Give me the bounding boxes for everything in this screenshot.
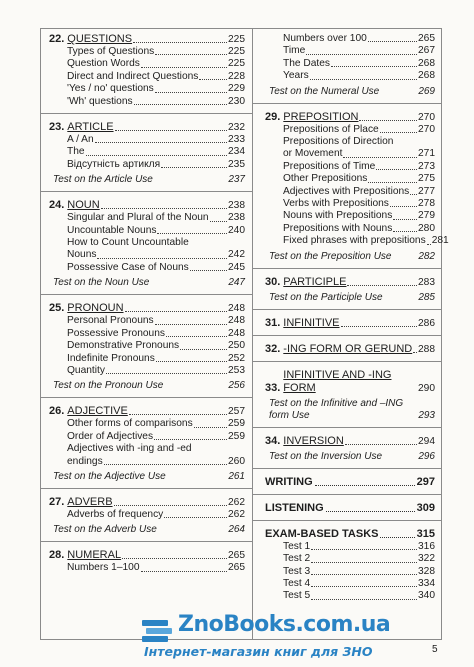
dot-leader bbox=[311, 562, 417, 563]
subtopic-label: Numbers 1–100 bbox=[67, 562, 140, 574]
writing-entry[interactable]: WRITING 297 bbox=[265, 475, 435, 488]
subtopic-label: A / An bbox=[67, 134, 94, 146]
watermark-tagline: Інтернет-магазин книг для ЗНО bbox=[144, 644, 373, 659]
subtopic-item[interactable] bbox=[49, 418, 245, 430]
dot-leader bbox=[210, 221, 227, 222]
page-ref: 277 bbox=[418, 185, 435, 197]
subtopic-item[interactable] bbox=[265, 223, 435, 235]
dot-leader bbox=[427, 244, 431, 245]
subtopic-label: Personal Pronouns bbox=[67, 315, 154, 327]
page-ref: 322 bbox=[418, 553, 435, 565]
subtopic-list bbox=[49, 46, 245, 108]
divider bbox=[252, 494, 441, 495]
page-ref: 316 bbox=[418, 540, 435, 552]
subtopic-item[interactable] bbox=[265, 553, 435, 565]
section-gerund bbox=[265, 343, 435, 356]
section-heading[interactable]: 33. INFINITIVE AND -ING FORM 290 bbox=[265, 368, 435, 394]
dot-leader bbox=[376, 169, 417, 170]
dot-leader bbox=[95, 142, 227, 143]
subtopic-label: Test 3 bbox=[283, 565, 311, 577]
subtopic-item[interactable] bbox=[49, 365, 245, 377]
subtopic-item[interactable]: Adjectives with -ing and -ed endings 260 bbox=[67, 443, 245, 467]
page-ref: 265 bbox=[418, 33, 435, 44]
page-ref: 268 bbox=[418, 57, 435, 69]
subtopic-list bbox=[49, 212, 245, 237]
exam-tasks-entry[interactable]: EXAM-BASED TASKS 315 bbox=[265, 527, 435, 540]
left-column bbox=[49, 33, 245, 575]
subtopic-list bbox=[49, 315, 245, 377]
section-inversion bbox=[265, 435, 435, 463]
page-ref: 228 bbox=[228, 70, 245, 82]
subtopic-label: Question Words bbox=[67, 58, 140, 70]
divider bbox=[41, 191, 253, 192]
section-questions bbox=[49, 33, 245, 108]
page-ref: 273 bbox=[418, 160, 435, 172]
page-ref: 259 bbox=[228, 430, 245, 442]
subtopic-item[interactable] bbox=[265, 33, 435, 45]
test-link[interactable]: Test on the Inversion Use 296 bbox=[269, 450, 435, 462]
section-infinitive-and-ing bbox=[265, 369, 435, 422]
subtopic-label: Direct and Indirect Questions bbox=[67, 70, 199, 82]
subtopic-label: Other Prepositions bbox=[283, 173, 368, 185]
subtopic-item[interactable] bbox=[49, 96, 245, 108]
section-adverb bbox=[49, 496, 245, 536]
test-link[interactable]: Test on the Adverb Use 264 bbox=[53, 524, 245, 536]
page-ref: 267 bbox=[418, 45, 435, 57]
subtopic-item[interactable] bbox=[49, 58, 245, 70]
subtopic-label: Numbers over 100 bbox=[283, 33, 367, 44]
dot-leader bbox=[194, 427, 227, 428]
subtopic-item[interactable] bbox=[49, 83, 245, 95]
dot-leader bbox=[393, 219, 417, 220]
test-link[interactable]: Test on the Noun Use 247 bbox=[53, 277, 245, 289]
divider bbox=[252, 309, 441, 310]
dot-leader bbox=[86, 155, 227, 156]
page-ref: 270 bbox=[418, 123, 435, 135]
dot-leader bbox=[410, 194, 417, 195]
dot-leader bbox=[331, 66, 417, 67]
subtopic-label: Test 4 bbox=[283, 577, 311, 589]
listening-entry[interactable]: LISTENING 309 bbox=[265, 501, 435, 514]
section-infinitive bbox=[265, 317, 435, 330]
subtopic-item[interactable] bbox=[49, 262, 245, 274]
subtopic-label: Prepositions of Place bbox=[283, 123, 379, 135]
exam-test-list bbox=[265, 541, 435, 603]
subtopic-item[interactable] bbox=[265, 173, 435, 185]
page-ref: 259 bbox=[228, 418, 245, 430]
right-column bbox=[265, 33, 449, 603]
section-heading[interactable]: 31. INFINITIVE 286 bbox=[265, 316, 435, 329]
section-noun bbox=[49, 199, 245, 289]
section-heading[interactable]: 34. INVERSION 294 bbox=[265, 434, 435, 447]
page-ref: 252 bbox=[228, 352, 245, 364]
watermark bbox=[140, 612, 462, 664]
section-adjective bbox=[49, 405, 245, 483]
section-article bbox=[49, 121, 245, 186]
subtopic-label: Fixed phrases with prepositions bbox=[283, 235, 426, 247]
subtopic-list bbox=[265, 33, 435, 83]
subtopic-item[interactable] bbox=[265, 124, 435, 136]
page-ref: 340 bbox=[418, 590, 435, 602]
dot-leader bbox=[141, 571, 228, 572]
page-ref: 262 bbox=[228, 508, 245, 520]
subtopic-item[interactable] bbox=[265, 235, 449, 247]
subtopic-label: Demonstrative Pronouns bbox=[67, 340, 180, 352]
subtopic-item[interactable] bbox=[265, 161, 435, 173]
subtopic-item[interactable] bbox=[265, 210, 435, 222]
subtopic-item[interactable] bbox=[265, 566, 435, 578]
subtopic-item[interactable] bbox=[49, 146, 245, 158]
dot-leader bbox=[157, 233, 227, 234]
dot-leader bbox=[141, 67, 227, 68]
subtopic-label: Years bbox=[283, 70, 309, 82]
subtopic-item[interactable] bbox=[49, 212, 245, 224]
dot-leader bbox=[134, 104, 227, 105]
test-link[interactable]: Test on the Article Use 237 bbox=[53, 174, 245, 186]
divider bbox=[252, 361, 441, 362]
page-ref: 245 bbox=[228, 261, 245, 273]
test-link[interactable]: Test on the Numeral Use 269 bbox=[269, 85, 435, 97]
divider bbox=[41, 113, 253, 114]
page-ref: 265 bbox=[228, 562, 245, 574]
dot-leader bbox=[156, 361, 227, 362]
dot-leader bbox=[199, 79, 227, 80]
subtopic-label: Nouns with Prepositions bbox=[283, 210, 393, 222]
books-logo-icon bbox=[140, 616, 174, 646]
subtopic-item[interactable] bbox=[49, 46, 245, 58]
subtopic-list bbox=[265, 160, 449, 248]
subtopic-label: Відсутність артикля bbox=[67, 158, 161, 170]
subtopic-list bbox=[265, 124, 435, 136]
subtopic-label: Possessive Pronouns bbox=[67, 327, 165, 339]
page-ref: 279 bbox=[418, 210, 435, 222]
subtopic-label: Order of Adjectives bbox=[67, 430, 154, 442]
dot-leader bbox=[180, 349, 227, 350]
subtopic-item[interactable] bbox=[49, 353, 245, 365]
subtopic-label: Test 2 bbox=[283, 553, 311, 565]
page-ref: 281 bbox=[431, 235, 449, 247]
section-heading[interactable]: 32. -ING FORM OR GERUND 288 bbox=[265, 342, 435, 355]
subtopic-item[interactable]: Prepositions of Direction or Movement 271 bbox=[283, 136, 435, 160]
subtopic-item[interactable] bbox=[49, 562, 245, 574]
subtopic-label: Prepositions with Nouns bbox=[283, 222, 393, 234]
dot-leader bbox=[311, 586, 417, 587]
divider bbox=[41, 541, 253, 542]
dot-leader bbox=[393, 231, 417, 232]
subtopic-list bbox=[49, 262, 245, 274]
subtopic-list bbox=[49, 134, 245, 171]
page-ref: 235 bbox=[228, 158, 245, 170]
section-heading[interactable]: 27. ADVERB 262 bbox=[49, 495, 245, 508]
dot-leader bbox=[154, 439, 227, 440]
subtopic-label: Verbs with Prepositions bbox=[283, 198, 389, 210]
subtopic-label: Indefinite Pronouns bbox=[67, 352, 155, 364]
subtopic-label: Adjectives with Prepositions bbox=[283, 185, 410, 197]
section-heading[interactable]: 26. ADJECTIVE 257 bbox=[49, 405, 245, 418]
section-heading[interactable]: 22. QUESTIONS 225 bbox=[49, 33, 245, 45]
page-number: 5 bbox=[432, 644, 438, 655]
section-participle bbox=[265, 276, 435, 304]
subtopic-item[interactable] bbox=[265, 58, 435, 70]
dot-leader bbox=[311, 574, 417, 575]
dot-leader bbox=[155, 324, 227, 325]
subtopic-label: Prepositions of Time bbox=[283, 160, 376, 172]
section-heading[interactable]: 25. PRONOUN 248 bbox=[49, 302, 245, 315]
subtopic-item[interactable] bbox=[49, 71, 245, 83]
subtopic-label: Quantity bbox=[67, 364, 105, 376]
page-ref: 229 bbox=[228, 83, 245, 95]
dot-leader bbox=[311, 549, 417, 550]
subtopic-item[interactable] bbox=[49, 509, 245, 521]
divider bbox=[252, 468, 441, 469]
dot-leader bbox=[380, 132, 417, 133]
section-heading[interactable]: 23. ARTICLE 232 bbox=[49, 121, 245, 134]
dot-leader bbox=[310, 79, 417, 80]
divider bbox=[252, 335, 441, 336]
page-ref: 253 bbox=[228, 364, 245, 376]
dot-leader bbox=[166, 336, 227, 337]
divider bbox=[252, 103, 441, 104]
subtopic-list bbox=[49, 509, 245, 521]
subtopic-label: Adverbs of frequency bbox=[67, 508, 164, 520]
dot-leader bbox=[390, 206, 417, 207]
page-ref: 234 bbox=[228, 146, 245, 158]
page-ref: 278 bbox=[418, 198, 435, 210]
subtopic-item[interactable] bbox=[265, 541, 435, 553]
dot-leader bbox=[106, 373, 227, 374]
divider bbox=[41, 397, 253, 398]
subtopic-label: 'Wh' questions bbox=[67, 95, 133, 107]
divider bbox=[252, 520, 441, 521]
section-heading[interactable]: 28. NUMERAL 265 bbox=[49, 549, 245, 562]
subtopic-item[interactable] bbox=[265, 198, 435, 210]
divider bbox=[41, 488, 253, 489]
subtopic-item[interactable] bbox=[265, 590, 435, 602]
subtopic-item[interactable] bbox=[49, 225, 245, 237]
dot-leader bbox=[190, 270, 227, 271]
subtopic-item[interactable] bbox=[265, 578, 435, 590]
subtopic-item[interactable] bbox=[49, 159, 245, 171]
subtopic-label: Test 1 bbox=[283, 540, 311, 552]
dot-leader bbox=[306, 54, 417, 55]
dot-leader bbox=[155, 92, 227, 93]
page-ref: 238 bbox=[228, 212, 245, 224]
page-ref: 248 bbox=[228, 327, 245, 339]
dot-leader bbox=[368, 41, 417, 42]
subtopic-label: Time bbox=[283, 45, 306, 57]
dot-leader bbox=[368, 182, 417, 183]
divider bbox=[252, 268, 441, 269]
page-ref: 268 bbox=[418, 70, 435, 82]
subtopic-item[interactable] bbox=[265, 70, 435, 82]
subtopic-label: Test 5 bbox=[283, 590, 311, 602]
test-link[interactable]: Test on the Pronoun Use 256 bbox=[53, 380, 245, 392]
subtopic-list bbox=[49, 418, 245, 443]
page-ref: 250 bbox=[228, 340, 245, 352]
subtopic-list bbox=[49, 562, 245, 574]
page-ref: 334 bbox=[418, 577, 435, 589]
test-link[interactable]: Test on the Participle Use 285 bbox=[269, 291, 435, 303]
page-ref: 225 bbox=[228, 46, 245, 57]
dot-leader bbox=[164, 517, 227, 518]
subtopic-label: The bbox=[67, 146, 85, 158]
page-ref: 225 bbox=[228, 58, 245, 70]
dot-leader bbox=[311, 599, 417, 600]
page-ref: 248 bbox=[228, 315, 245, 327]
page-ref: 328 bbox=[418, 565, 435, 577]
subtopic-label: Types of Questions bbox=[67, 46, 155, 57]
divider bbox=[41, 294, 253, 295]
subtopic-label: Possessive Case of Nouns bbox=[67, 261, 189, 273]
subtopic-label: The Dates bbox=[283, 57, 330, 69]
section-heading[interactable]: 29. PREPOSITION 270 bbox=[265, 110, 435, 123]
section-heading[interactable]: 24. NOUN 238 bbox=[49, 199, 245, 212]
section-numeral-continued bbox=[265, 33, 435, 98]
subtopic-label: Uncountable Nouns bbox=[67, 224, 157, 236]
dot-leader bbox=[161, 167, 227, 168]
subtopic-item[interactable] bbox=[265, 45, 435, 57]
page-ref: 280 bbox=[418, 222, 435, 234]
contents-page bbox=[40, 28, 449, 640]
subtopic-item[interactable] bbox=[49, 134, 245, 146]
subtopic-label: 'Yes / no' questions bbox=[67, 83, 154, 95]
page-ref: 233 bbox=[228, 134, 245, 146]
subtopic-label: Other forms of comparisons bbox=[67, 418, 193, 430]
page-ref: 275 bbox=[418, 173, 435, 185]
subtopic-item[interactable] bbox=[49, 315, 245, 327]
subtopic-item[interactable] bbox=[49, 328, 245, 340]
section-numeral bbox=[49, 549, 245, 574]
section-heading[interactable]: 30. PARTICIPLE 283 bbox=[265, 275, 435, 288]
subtopic-item[interactable] bbox=[265, 186, 435, 198]
section-preposition bbox=[265, 110, 449, 263]
test-link[interactable]: Test on the Preposition Use 282 bbox=[269, 250, 435, 262]
subtopic-item[interactable] bbox=[49, 340, 245, 352]
test-link[interactable]: Test on the Infinitive and –ING form Use 293 bbox=[269, 397, 435, 421]
page-ref: 240 bbox=[228, 224, 245, 236]
watermark-site: ZnoBooks.com.ua bbox=[178, 612, 391, 637]
test-link[interactable]: Test on the Adjective Use 261 bbox=[53, 470, 245, 482]
section-pronoun bbox=[49, 302, 245, 392]
divider bbox=[252, 427, 441, 428]
dot-leader bbox=[155, 54, 227, 55]
page-ref: 230 bbox=[228, 95, 245, 107]
subtopic-item[interactable]: How to Count Uncountable Nouns 242 bbox=[67, 237, 245, 261]
subtopic-item[interactable] bbox=[49, 431, 245, 443]
subtopic-label: Singular and Plural of the Noun bbox=[67, 212, 209, 224]
